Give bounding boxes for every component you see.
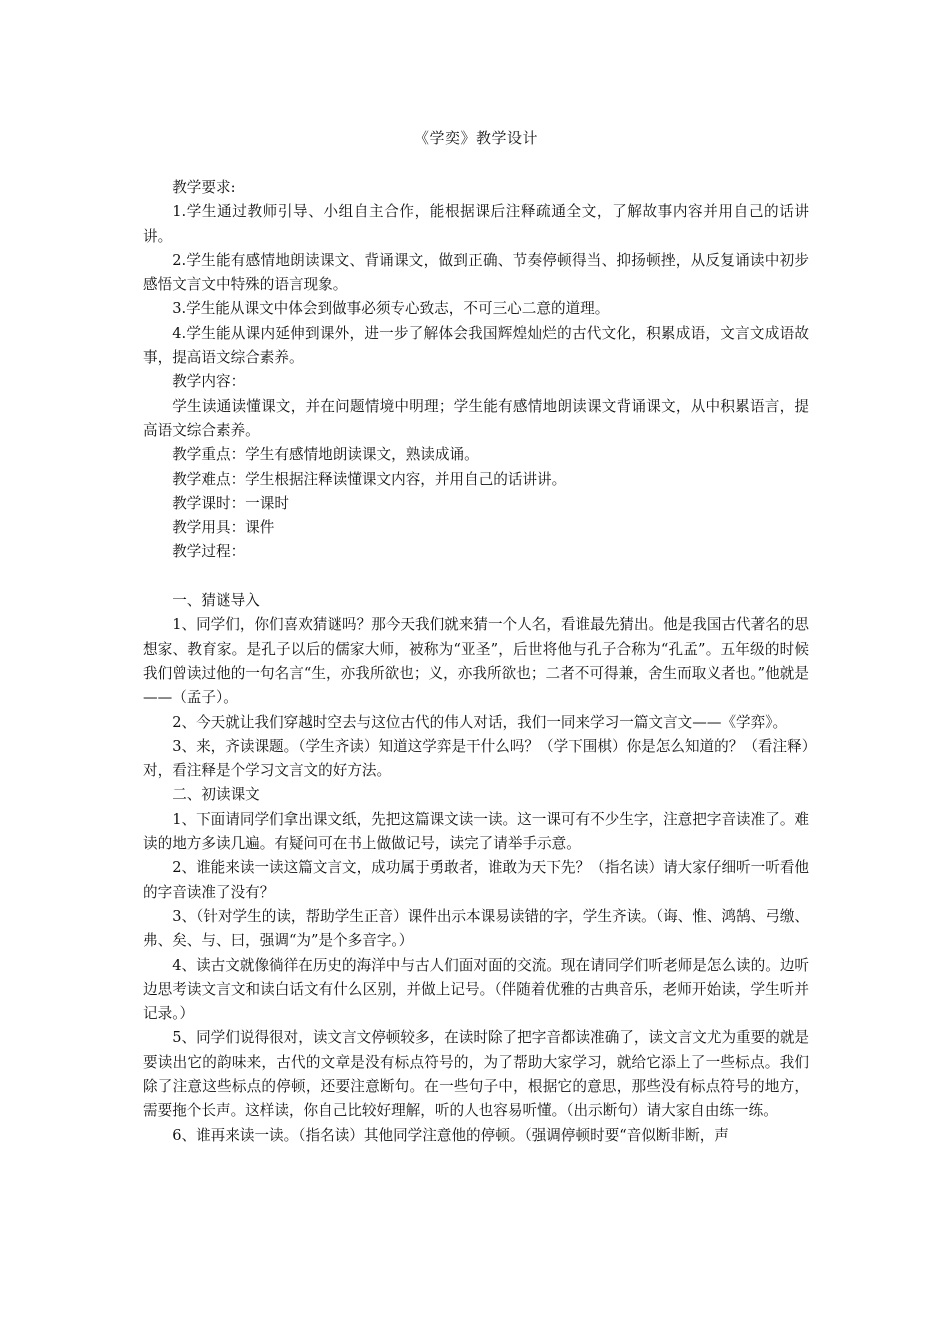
section-heading-requirements: 教学要求: [172, 179, 236, 196]
section-heading-process: 教学过程： [172, 543, 246, 561]
paragraph: 3.学生能从课文中体会到做事必须专心致志，不可三心二意的道理。 [172, 300, 610, 318]
paragraph: 教学课时：一课时 [172, 494, 289, 512]
document-content [143, 176, 809, 1148]
section-heading-riddle: 一、猜谜导入 [172, 592, 260, 610]
paragraph: 2、谁能来读一读这篇文言文，成功属于勇敢者，谁敢为天下先？（指名读）请大家仔细听一听看他的字音读准了没有？ [143, 859, 810, 901]
document-title: 《学奕》教学设计 [413, 129, 538, 147]
paragraph: 3、（针对学生的读，帮助学生正音）课件出示本课易读错的字，学生齐读。（诲、惟、鸿鹄、弓缴、弗、矣、与、曰，强调“为”是个多音字。） [143, 907, 810, 950]
paragraph: 3、来，齐读课题。（学生齐读）知道这学弈是干什么吗？（学下围棋）你是怎么知道的？（看注释）对，看注释是个学习文言文的好方法。 [143, 737, 810, 780]
paragraph: 2、今天就让我们穿越时空去与这位古代的伟人对话，我们一同来学习一篇文言文——《学弈》。 [172, 713, 788, 731]
section-heading-first-reading: 二、初读课文 [172, 786, 260, 804]
section-heading-content: 教学内容： [172, 373, 246, 391]
paragraph: 1、同学们，你们喜欢猜谜吗？那今天我们就来猜一个人名，看谁最先猜出。他是我国古代著名的思想家、教育家。是孔子以后的儒家大师，被称为“亚圣”，后世将他与孔子合称为“孔孟”。五年级的时候我们曾读过他的一句名言“生，亦我所欲也；义，亦我所欲也；二者不可得兼，舍生而取义者也。”他就是——（孟子）。 [143, 616, 810, 707]
paragraph: 2.学生能有感情地朗读课文、背诵课文，做到正确、节奏停顿得当、抑扬顿挫，从反复诵读中初步感悟文言文中特殊的语言现象。 [143, 251, 809, 294]
paragraph: 4.学生能从课内延伸到课外，进一步了解体会我国辉煌灿烂的古代文化，积累成语，文言文成语故事，提高语文综合素养。 [143, 324, 809, 367]
paragraph: 学生读通读懂课文，并在问题情境中明理；学生能有感情地朗读课文背诵课文，从中积累语言，提高语文综合素养。 [143, 397, 809, 439]
paragraph: 6、谁再来读一读。（指名读）其他同学注意他的停顿。（强调停顿时要“音似断非断，声 [172, 1126, 729, 1144]
paragraph: 4、读古文就像徜徉在历史的海洋中与古人们面对面的交流。现在请同学们听老师是怎么读的。边听边思考读文言文和读白话文有什么区别，并做上记号。（伴随着优雅的古典音乐，老师开始读，学生听并记录。） [143, 956, 810, 1023]
paragraph: 教学重点：学生有感情地朗读课文，熟读成诵。 [172, 446, 479, 464]
paragraph: 教学难点：学生根据注释读懂课文内容，并用自己的话讲讲。 [172, 470, 567, 488]
paragraph: 教学用具：课件 [172, 519, 275, 537]
paragraph: 5、同学们说得很对，读文言文停顿较多，在读时除了把字音都读准确了，读文言文尤为重要的就是要读出它的韵味来，古代的文章是没有标点符号的，为了帮助大家学习，就给它添上了一些标点。我们除了注意这些标点的停顿，还要注意断句。在一些句子中，根据它的意思，那些没有标点符号的地方，需要拖个长声。这样读，你自己比较好理解，听的人也容易听懂。（出示断句）请大家自由练一练。 [143, 1029, 810, 1120]
paragraph: 1.学生通过教师引导、小组自主合作，能根据课后注释疏通全文，了解故事内容并用自己的话讲讲。 [143, 203, 809, 245]
blank-line [143, 565, 809, 589]
paragraph: 1、下面请同学们拿出课文纸，先把这篇课文读一读。这一课可有不少生字，注意把字音读准了。难读的地方多读几遍。有疑问可在书上做做记号，读完了请举手示意。 [143, 810, 810, 853]
